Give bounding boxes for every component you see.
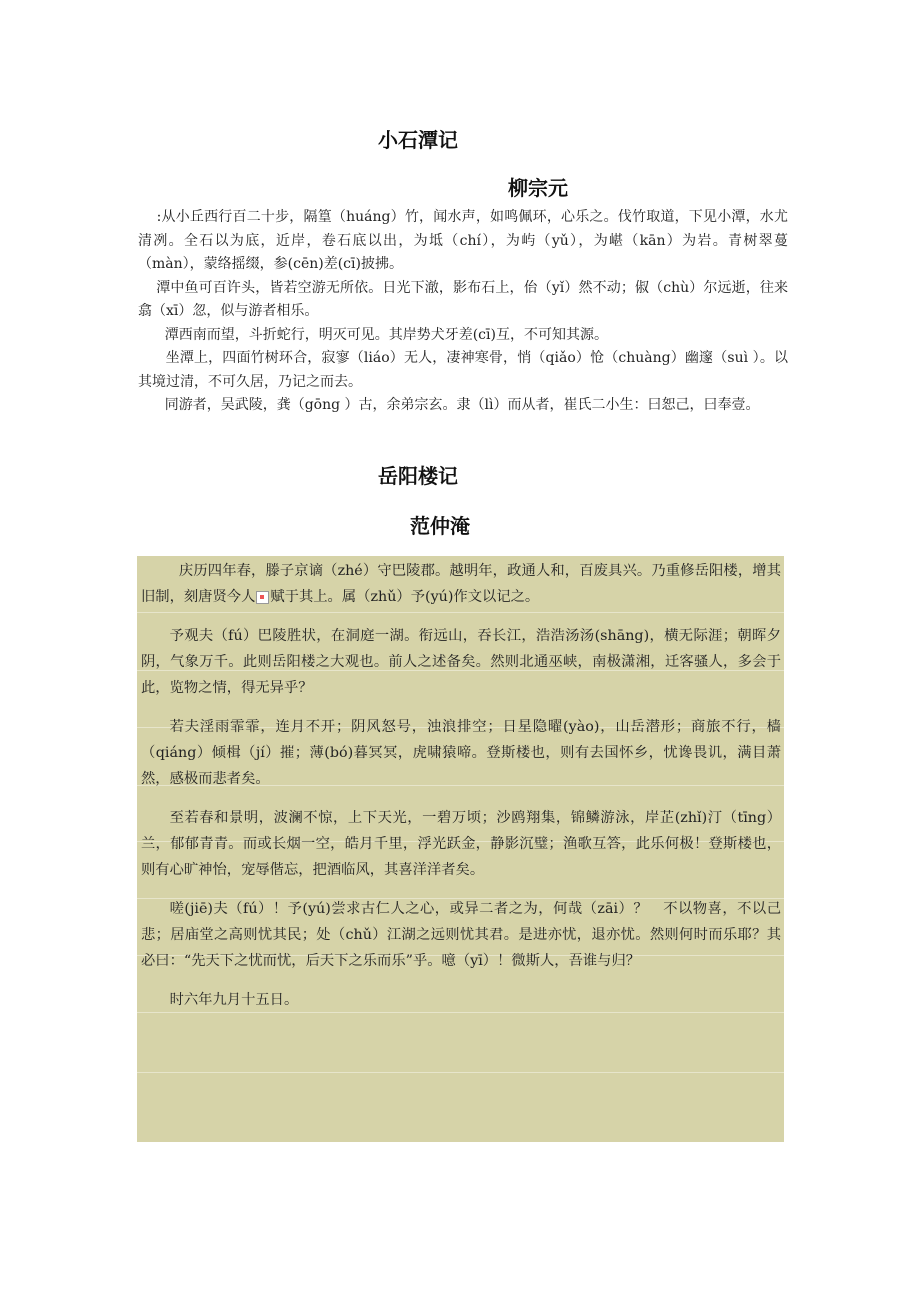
paragraph: 予观夫（fú）巴陵胜状，在洞庭一湖。衔远山，吞长江，浩浩汤汤(shāng)，横无际涯；朝晖夕阴，气象万千。此则岳阳楼之大观也。前人之述备矣。然则北通巫峡，南极潇湘，迁客骚人，多会于此，览物之情，得无异乎？ bbox=[141, 628, 781, 696]
text-panel-yueyanglouji bbox=[137, 556, 784, 1142]
paragraph: 潭西南而望，斗折蛇行，明灭可见。其岸势犬牙差(cī)互，不可知其源。 bbox=[138, 326, 608, 343]
paragraph: 潭中鱼可百许头，皆若空游无所依。日光下澈，影布石上，佁（yǐ）然不动；俶（chù）尔远逝，往来翕（xī）忽，似与游者相乐。 bbox=[138, 279, 788, 319]
page-title-xiaoshitanji: 小石潭记 bbox=[378, 128, 458, 152]
paragraph bbox=[141, 558, 781, 610]
paragraph: 嗟(jiē)夫（fú）！予(yú)尝求古仁人之心，或异二者之为，何哉（zāi）？ 不以物喜，不以己悲；居庙堂之高则忧其民；处（chǔ）江湖之远则忧其君。是进亦忧，退亦忧。然则何时而乐耶？其必曰：“先天下之忧而忧，后天下之乐而乐”乎。噫（yī）！微斯人，吾谁与归？ bbox=[141, 901, 781, 969]
paragraph-start: 庆历四年春，滕子京谪（zhé）守巴陵郡。越明年，政通人和，百废具兴。乃重修岳阳楼，增其旧制，刻唐贤今人 bbox=[141, 563, 781, 605]
paragraph: 若夫淫雨霏霏，连月不开；阴风怒号，浊浪排空；日星隐曜(yào)，山岳潜形；商旅不行，樯（qiáng）倾楫（jí）摧；薄(bó)暮冥冥，虎啸猿啼。登斯楼也，则有去国怀乡，忧谗畏讥，满目萧然，感极而悲者矣。 bbox=[141, 719, 781, 787]
panel-band bbox=[137, 1073, 784, 1142]
author-liuzongyuan: 柳宗元 bbox=[508, 176, 568, 200]
paragraph: 时六年九月十五日。 bbox=[169, 992, 299, 1008]
author-fanzhongyan: 范仲淹 bbox=[410, 514, 470, 538]
paragraph: 坐潭上，四面竹树环合，寂寥（liáo）无人，凄神寒骨，悄（qiǎo）怆（chuàng）幽邃（suì ）。以其境过清，不可久居，乃记之而去。 bbox=[138, 350, 788, 390]
paragraph: 同游者，吴武陵，龚（gōng ）古，余弟宗玄。隶（lì）而从者，崔氏二小生：曰恕己，曰奉壹。 bbox=[138, 397, 760, 413]
section-title-yueyanglouji: 岳阳楼记 bbox=[378, 464, 458, 488]
paragraph-end: 赋于其上。属（zhǔ）予(yú)作文以记之。 bbox=[270, 589, 540, 605]
panel-text bbox=[141, 558, 781, 1026]
paragraph: :从小丘西行百二十步，隔篁（huáng）竹，闻水声，如鸣佩环，心乐之。伐竹取道，下见小潭，水尤清冽。全石以为底，近岸，卷石底以出，为坻（chí），为屿（yǔ），为嵁（kān）为岩。青树翠蔓（màn），蒙络摇缀，参(cēn)差(cī)披拂。 bbox=[138, 209, 788, 272]
text-xiaoshitanji bbox=[138, 206, 788, 418]
broken-image-icon[interactable] bbox=[256, 591, 269, 604]
paragraph: 至若春和景明，波澜不惊，上下天光，一碧万顷；沙鸥翔集，锦鳞游泳，岸芷(zhǐ)汀（tīng）兰，郁郁青青。而或长烟一空，皓月千里，浮光跃金，静影沉璧；渔歌互答，此乐何极！登斯楼也，则有心旷神怡，宠辱偕忘，把酒临风，其喜洋洋者矣。 bbox=[141, 810, 781, 878]
